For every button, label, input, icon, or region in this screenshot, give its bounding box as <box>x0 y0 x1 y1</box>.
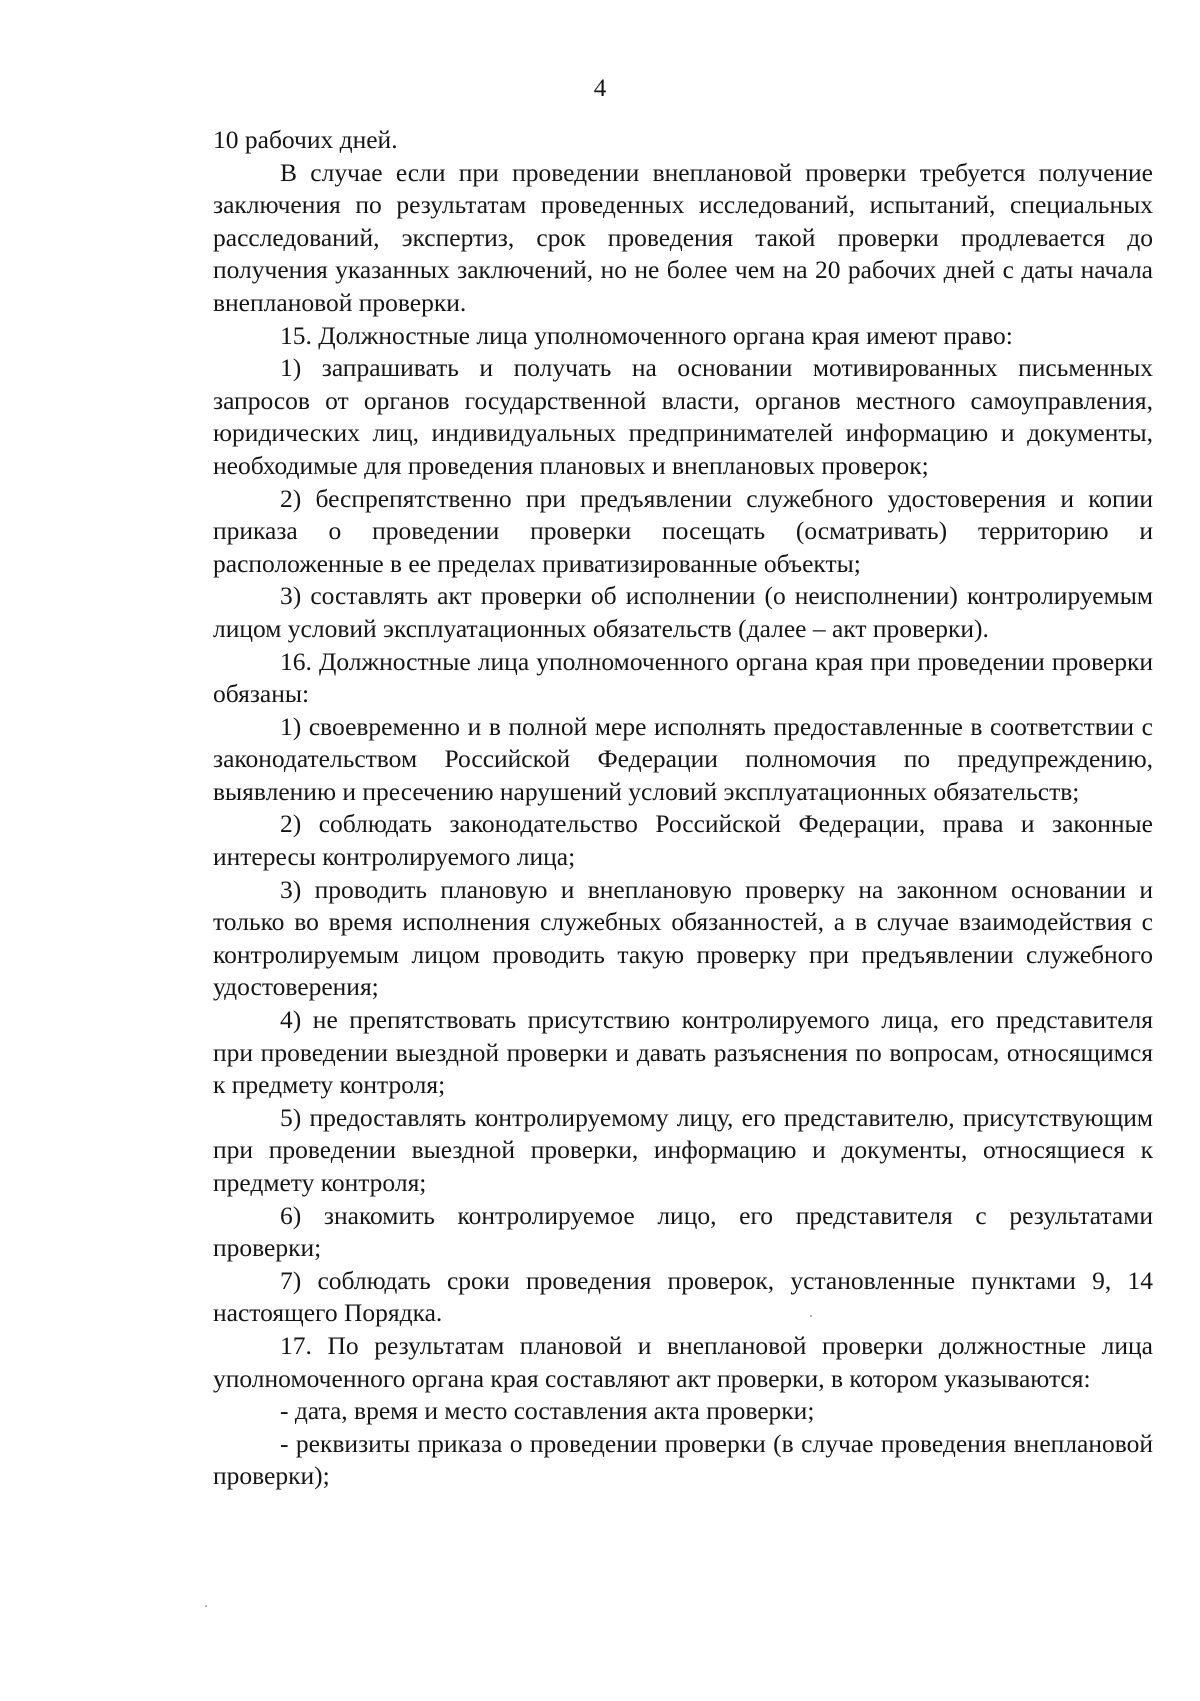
paragraph: - дата, время и место составления акта проверки; <box>280 1396 815 1426</box>
paragraph: В случае если при проведении внеплановой проверки требуется получение заключения по результатам проведенных исследований, испытаний, специальных расследований, экспертиз, срок проведения такой проверки продлевается до получения указанных заключений, но не более чем на 20 рабочих дней с даты начала внеплановой проверки. <box>213 157 1153 317</box>
paragraph: 3) проводить плановую и внеплановую проверку на законном основании и только во время исполнения служебных обязанностей, а в случае взаимодействия с контролируемым лицом проводить такую проверку при предъявлении служебного удостоверения; <box>213 874 1153 1002</box>
paragraph: 10 рабочих дней. <box>213 125 398 154</box>
page-number: 4 <box>593 75 607 102</box>
paragraph: 6) знакомить контролируемое лицо, его представителя с результатами проверки; <box>213 1200 1153 1263</box>
document-body <box>213 124 1153 1493</box>
paragraph: 1) запрашивать и получать на основании мотивированных письменных запросов от органов государственной власти, органов местного самоуправления, юридических лиц, индивидуальных предпринимателей информацию и документы, необходимые для проведения плановых и внеплановых проверок; <box>213 353 1153 480</box>
paragraph: 4) не препятствовать присутствию контролируемого лица, его представителя при проведении выездной проверки и давать разъяснения по вопросам, относящимся к предмету контроля; <box>213 1005 1153 1100</box>
paragraph: 16. Должностные лица уполномоченного органа края при проведении проверки обязаны: <box>213 646 1153 709</box>
paragraph: - реквизиты приказа о проведении проверки (в случае проведения внеплановой проверки); <box>213 1428 1153 1491</box>
paragraph: 2) соблюдать законодательство Российской Федерации, права и законные интересы контролируемого лица; <box>213 809 1153 872</box>
paragraph: 17. По результатам плановой и внеплановой проверки должностные лица уполномоченного органа края составляют акт проверки, в котором указываются: <box>213 1330 1153 1393</box>
paragraph: 15. Должностные лица уполномоченного органа края имеют право: <box>280 320 1013 350</box>
paragraph: 2) беспрепятственно при предъявлении служебного удостоверения и копии приказа о проведении проверки посещать (осматривать) территорию и расположенные в ее пределах приватизированные объекты; <box>213 483 1153 578</box>
scan-speck <box>810 1315 812 1317</box>
paragraph: 3) составлять акт проверки об исполнении (о неисполнении) контролируемым лицом условий эксплуатационных обязательств (далее – акт проверки). <box>213 581 1153 643</box>
paragraph: 1) своевременно и в полной мере исполнять предоставленные в соответствии с законодательством Российской Федерации полномочия по предупреждению, выявлению и пресечению нарушений условий эксплуатационных обязательств; <box>213 711 1153 806</box>
scan-speck <box>205 1605 207 1607</box>
paragraph: 5) предоставлять контролируемому лицу, его представителю, присутствующим при проведении выездной проверки, информацию и документы, относящиеся к предмету контроля; <box>213 1102 1153 1197</box>
paragraph: 7) соблюдать сроки проведения проверок, установленные пунктами 9, 14 настоящего Порядка. <box>213 1265 1153 1328</box>
